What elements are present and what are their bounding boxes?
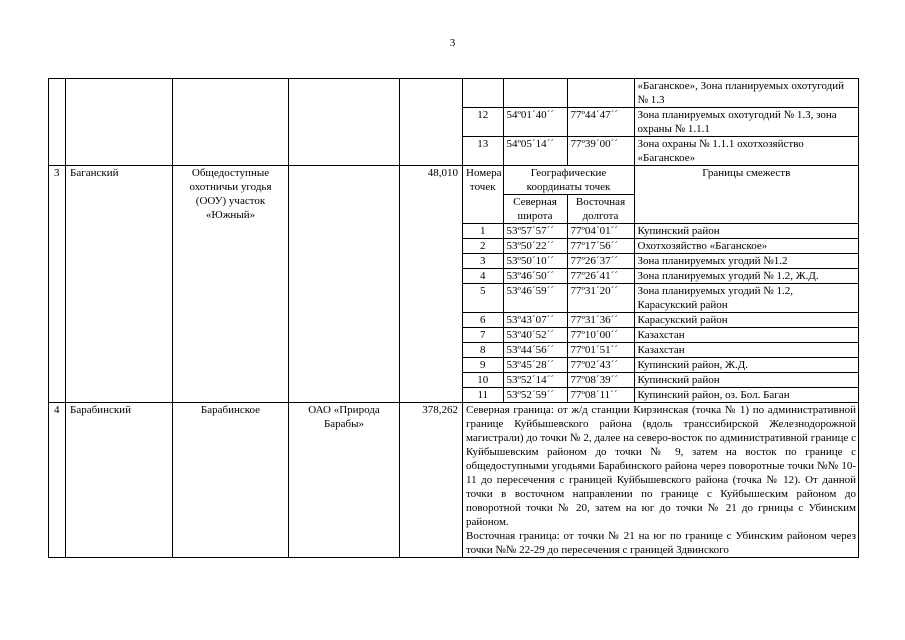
latitude: 54º01´40´´ (503, 108, 567, 137)
border-text: Зона планируемых угодий № 1.2, Карасукский район (634, 284, 858, 313)
latitude: 53º45´28´´ (503, 358, 567, 373)
header-lon: Восточная долгота (567, 195, 634, 224)
north-border-text: Северная граница: от ж/д станции Кирзинская (точка № 1) по административной границе Куйбышевского района (вдоль транссибирской Железнодорожной магистрали) до точки № 2, далее на северо-восток по административной границе с Куйбышевским районом до точки № 9, затем на восток по границе с общедоступными угодьями Барабинского района через поворотные точки №№ 10-11 до пересечения с границей Куйбышевского района (точка № 12). От данной точки в восточном направлении по границе с Куйбышеским районом до поворотной точки № 20, затем на юг до точки № 21 до грницы с Убинским районом. (466, 404, 856, 528)
longitude: 77º31´36´´ (567, 313, 634, 328)
coordinate-row (463, 239, 858, 254)
coordinate-row (463, 343, 858, 358)
land-type: Общедоступные охотничьи угодья (ООУ) участок «Южный» (173, 166, 289, 403)
border-text: Зона планируемых угодий № 1.2, Ж.Д. (634, 269, 858, 284)
header-lat: Северная широта (503, 195, 567, 224)
coordinate-row (463, 254, 858, 269)
longitude (567, 79, 634, 108)
longitude: 77º10´00´´ (567, 328, 634, 343)
east-border-text: Восточная граница: от точки № 21 на юг по границе с Убинским районом через точки №№ 22-29 до пересечения с границей Здвинского (466, 530, 856, 556)
border-text: Зона планируемых охотугодий № 1.3, зона охраны № 1.1.1 (634, 108, 858, 137)
longitude: 77º17´56´´ (567, 239, 634, 254)
border-text: Зона охраны № 1.1.1 охотхозяйство «Баганское» (634, 137, 858, 166)
hunting-grounds-table (48, 78, 859, 558)
point-number: 7 (463, 328, 503, 343)
longitude: 77º31´20´´ (567, 284, 634, 313)
border-text: Казахстан (634, 343, 858, 358)
point-number: 2 (463, 239, 503, 254)
point-number: 6 (463, 313, 503, 328)
border-text: Зона планируемых угодий №1.2 (634, 254, 858, 269)
coordinates-cell (463, 79, 859, 166)
point-number: 1 (463, 224, 503, 239)
page-number: 3 (449, 37, 456, 49)
row-number: 3 (49, 166, 66, 403)
border-text: Купинский район (634, 224, 858, 239)
longitude: 77º08´39´´ (567, 373, 634, 388)
longitude: 77º04´01´´ (567, 224, 634, 239)
latitude: 53º46´59´´ (503, 284, 567, 313)
coordinates-table-continuation (463, 79, 858, 165)
latitude: 53º57´57´´ (503, 224, 567, 239)
longitude: 77º02´43´´ (567, 358, 634, 373)
latitude: 54º05´14´´ (503, 137, 567, 166)
latitude: 53º52´59´´ (503, 388, 567, 403)
district-name: Баганский (66, 166, 173, 403)
point-number: 5 (463, 284, 503, 313)
latitude: 53º40´52´´ (503, 328, 567, 343)
coordinates-table (463, 166, 858, 402)
point-number: 11 (463, 388, 503, 403)
longitude: 77º08´11´´ (567, 388, 634, 403)
point-number: 12 (463, 108, 503, 137)
coordinate-row (463, 108, 858, 137)
point-number: 8 (463, 343, 503, 358)
latitude: 53º46´50´´ (503, 269, 567, 284)
latitude (503, 79, 567, 108)
table-row-bagansky (49, 166, 859, 403)
coordinate-row (463, 373, 858, 388)
land-type: Барабинское (173, 403, 289, 558)
border-text: Охотхозяйство «Баганское» (634, 239, 858, 254)
header-borders: Границы смежеств (634, 166, 858, 224)
longitude: 77º26´41´´ (567, 269, 634, 284)
coordinate-row (463, 358, 858, 373)
coordinate-row (463, 284, 858, 313)
header-coords: Географические координаты точек (503, 166, 634, 195)
latitude: 53º44´56´´ (503, 343, 567, 358)
coordinates-cell (463, 166, 859, 403)
coordinate-row (463, 79, 858, 108)
area-value: 378,262 (400, 403, 463, 558)
coordinate-row (463, 313, 858, 328)
coordinate-row (463, 328, 858, 343)
border-text: Купинский район, Ж.Д. (634, 358, 858, 373)
latitude: 53º43´07´´ (503, 313, 567, 328)
table-row-barabinsky (49, 403, 859, 558)
point-number: 10 (463, 373, 503, 388)
point-number: 4 (463, 269, 503, 284)
latitude: 53º50´22´´ (503, 239, 567, 254)
point-number: 3 (463, 254, 503, 269)
border-text: «Баганское», Зона планируемых охотугодий № 1.3 (634, 79, 858, 108)
coordinate-row (463, 388, 858, 403)
table-row-continuation (49, 79, 859, 166)
longitude: 77º26´37´´ (567, 254, 634, 269)
point-number: 13 (463, 137, 503, 166)
land-user (289, 166, 400, 403)
point-number: 9 (463, 358, 503, 373)
border-text: Купинский район, оз. Бол. Баган (634, 388, 858, 403)
border-text: Купинский район (634, 373, 858, 388)
longitude: 77º39´00´´ (567, 137, 634, 166)
header-points: Номера точек (463, 166, 503, 224)
land-user: ОАО «Природа Барабы» (289, 403, 400, 558)
coordinate-row (463, 224, 858, 239)
coordinates-header (463, 166, 858, 195)
border-text: Карасукский район (634, 313, 858, 328)
border-text: Казахстан (634, 328, 858, 343)
point-number (463, 79, 503, 108)
latitude: 53º50´10´´ (503, 254, 567, 269)
coordinate-row (463, 137, 858, 166)
district-name: Барабинский (66, 403, 173, 558)
longitude: 77º44´47´´ (567, 108, 634, 137)
longitude: 77º01´51´´ (567, 343, 634, 358)
coordinate-row (463, 269, 858, 284)
row-number: 4 (49, 403, 66, 558)
border-description (463, 403, 859, 558)
area-value: 48,010 (400, 166, 463, 403)
latitude: 53º52´14´´ (503, 373, 567, 388)
